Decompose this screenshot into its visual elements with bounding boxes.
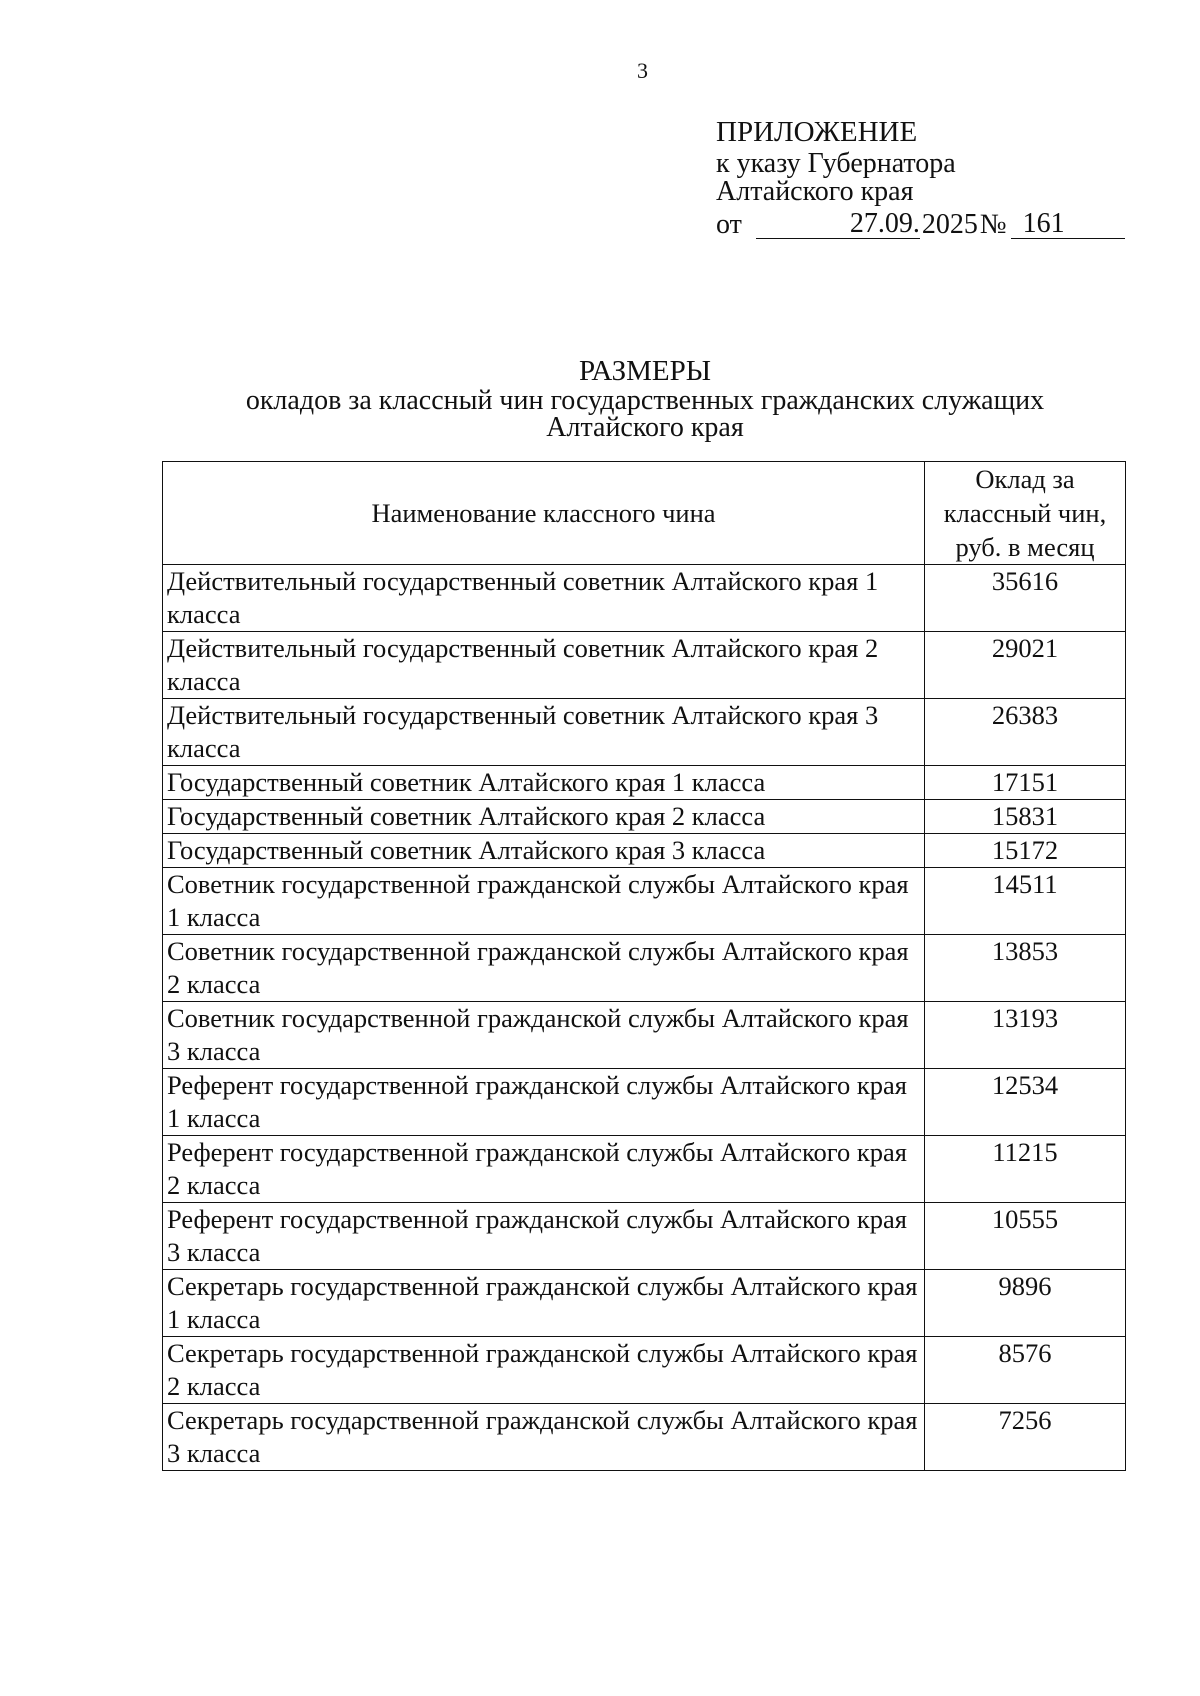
rank-salary: 10555: [925, 1203, 1126, 1270]
rank-salary: 8576: [925, 1337, 1126, 1404]
table-row: [163, 565, 1126, 632]
rank-salary: 17151: [925, 766, 1126, 800]
date-field: 27.09.: [756, 210, 920, 239]
decree-number-field: 161: [1011, 210, 1125, 239]
rank-salary: 15172: [925, 834, 1126, 868]
table-header-row: [163, 462, 1126, 565]
table-row: [163, 1337, 1126, 1404]
rank-name: Референт государственной гражданской службы Алтайского края 3 класса: [163, 1203, 925, 1270]
rank-name: Действительный государственный советник Алтайского края 2 класса: [163, 632, 925, 699]
rank-salary: 26383: [925, 699, 1126, 766]
table-row: [163, 766, 1126, 800]
salary-table: [162, 461, 1126, 1471]
heading-title: РАЗМЕРЫ: [578, 355, 712, 387]
appendix-region-line: Алтайского края: [716, 176, 914, 207]
rank-salary: 29021: [925, 632, 1126, 699]
appendix-decree-line: к указу Губернатора: [716, 148, 956, 179]
header-salary-line-1: Оклад за: [975, 464, 1075, 494]
table-row: [163, 699, 1126, 766]
rank-salary: 9896: [925, 1270, 1126, 1337]
from-label: от: [716, 209, 742, 240]
rank-name: Секретарь государственной гражданской службы Алтайского края 1 класса: [163, 1270, 925, 1337]
table-row: [163, 1203, 1126, 1270]
rank-salary: 14511: [925, 868, 1126, 935]
table-row: [163, 834, 1126, 868]
header-salary: [925, 462, 1126, 565]
rank-name: Советник государственной гражданской службы Алтайского края 2 класса: [163, 935, 925, 1002]
rank-name: Советник государственной гражданской службы Алтайского края 1 класса: [163, 868, 925, 935]
rank-name: Секретарь государственной гражданской службы Алтайского края 3 класса: [163, 1404, 925, 1471]
rank-name: Государственный советник Алтайского края 2 класса: [163, 800, 925, 834]
header-salary-line-2: классный чин,: [943, 498, 1107, 528]
rank-salary: 13853: [925, 935, 1126, 1002]
header-rank-name: Наименование классного чина: [163, 462, 925, 565]
table-row: [163, 868, 1126, 935]
appendix-title: ПРИЛОЖЕНИЕ: [716, 116, 918, 148]
table-row: [163, 1270, 1126, 1337]
year-field: 2025: [921, 209, 978, 240]
number-label: №: [979, 209, 1007, 240]
rank-salary: 15831: [925, 800, 1126, 834]
rank-name: Референт государственной гражданской службы Алтайского края 2 класса: [163, 1136, 925, 1203]
rank-name: Советник государственной гражданской службы Алтайского края 3 класса: [163, 1002, 925, 1069]
rank-salary: 13193: [925, 1002, 1126, 1069]
header-salary-line-3: руб. в месяц: [955, 532, 1095, 562]
rank-name: Действительный государственный советник Алтайского края 1 класса: [163, 565, 925, 632]
table-row: [163, 632, 1126, 699]
table-row: [163, 1136, 1126, 1203]
table-row: [163, 1002, 1126, 1069]
table-row: [163, 800, 1126, 834]
rank-name: Референт государственной гражданской службы Алтайского края 1 класса: [163, 1069, 925, 1136]
document-heading: [0, 355, 1200, 443]
rank-name: Государственный советник Алтайского края 1 класса: [163, 766, 925, 800]
rank-salary: 12534: [925, 1069, 1126, 1136]
table-row: [163, 1404, 1126, 1471]
rank-salary: 7256: [925, 1404, 1126, 1471]
appendix-block: [716, 118, 1125, 239]
page-number: 3: [637, 58, 648, 83]
heading-line-1: окладов за классный чин государственных гражданских служащих: [245, 385, 1045, 416]
rank-name: Секретарь государственной гражданской службы Алтайского края 2 класса: [163, 1337, 925, 1404]
rank-name: Действительный государственный советник Алтайского края 3 класса: [163, 699, 925, 766]
table-row: [163, 1069, 1126, 1136]
rank-salary: 11215: [925, 1136, 1126, 1203]
rank-name: Государственный советник Алтайского края 3 класса: [163, 834, 925, 868]
table-row: [163, 935, 1126, 1002]
heading-line-2: Алтайского края: [546, 412, 744, 443]
appendix-date-row: [716, 210, 1125, 239]
rank-salary: 35616: [925, 565, 1126, 632]
